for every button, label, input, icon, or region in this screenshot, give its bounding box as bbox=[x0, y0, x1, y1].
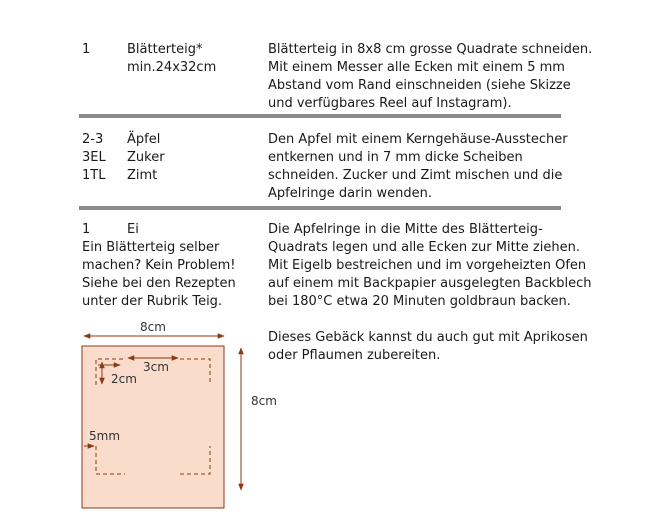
cut-length-label: 3cm bbox=[143, 360, 169, 374]
step-line: Abstand vom Rand einschneiden (siehe Skizze bbox=[268, 78, 571, 93]
ingredient-name: Äpfel bbox=[127, 132, 161, 147]
ingredient-size: min.24x32cm bbox=[127, 60, 217, 75]
note-line: unter der Rubrik Teig. bbox=[82, 294, 223, 309]
step-line: Quadrats legen und alle Ecken zur Mitte ziehen. bbox=[268, 240, 580, 255]
margin-label: 5mm bbox=[89, 429, 121, 443]
step-line: Mit Eigelb bestreichen und im vorgeheizten Ofen bbox=[268, 258, 587, 273]
step-line: Mit einem Messer alle Ecken mit einem 5 mm bbox=[268, 60, 565, 75]
ingredient-name: Zuker bbox=[127, 150, 165, 165]
ingredient-qty: 1 bbox=[82, 222, 91, 237]
ingredient-qty: 1TL bbox=[82, 168, 106, 183]
step-line: Apfelringe darin wenden. bbox=[268, 186, 432, 201]
note-line: machen? Kein Problem! bbox=[82, 258, 236, 273]
step-line: auf einem mit Backpapier ausgelegten Backblech bbox=[268, 276, 592, 291]
ingredient-name: Blätterteig* bbox=[127, 42, 203, 57]
corner-size-label: 2cm bbox=[111, 372, 137, 386]
ingredient-qty: 1 bbox=[82, 42, 91, 57]
tip-line: Dieses Gebäck kannst du auch gut mit Aprikosen bbox=[268, 330, 588, 345]
height-label: 8cm bbox=[251, 394, 277, 408]
note-line: Siehe bei den Rezepten bbox=[82, 276, 236, 291]
step-line: bei 180°C etwa 20 Minuten goldbraun backen. bbox=[268, 294, 571, 309]
step-line: Die Apfelringe in die Mitte des Blätterteig- bbox=[268, 222, 543, 237]
step-line: entkernen und in 7 mm dicke Scheiben bbox=[268, 150, 523, 165]
ingredient-qty: 3EL bbox=[82, 150, 106, 165]
step-line: Blätterteig in 8x8 cm grosse Quadrate schneiden. bbox=[268, 42, 593, 57]
step-line: und verfügbares Reel auf Instagram). bbox=[268, 96, 512, 111]
step-line: schneiden. Zucker und Zimt mischen und die bbox=[268, 168, 563, 183]
ingredient-name: Zimt bbox=[127, 168, 158, 183]
ingredient-qty: 2-3 bbox=[82, 132, 104, 147]
tip-line: oder Pflaumen zubereiten. bbox=[268, 348, 441, 363]
width-label: 8cm bbox=[140, 320, 166, 334]
step-line: Den Apfel mit einem Kerngehäuse-Ausstecher bbox=[268, 132, 568, 147]
note-line: Ein Blätterteig selber bbox=[82, 240, 220, 255]
ingredient-name: Ei bbox=[127, 222, 139, 237]
